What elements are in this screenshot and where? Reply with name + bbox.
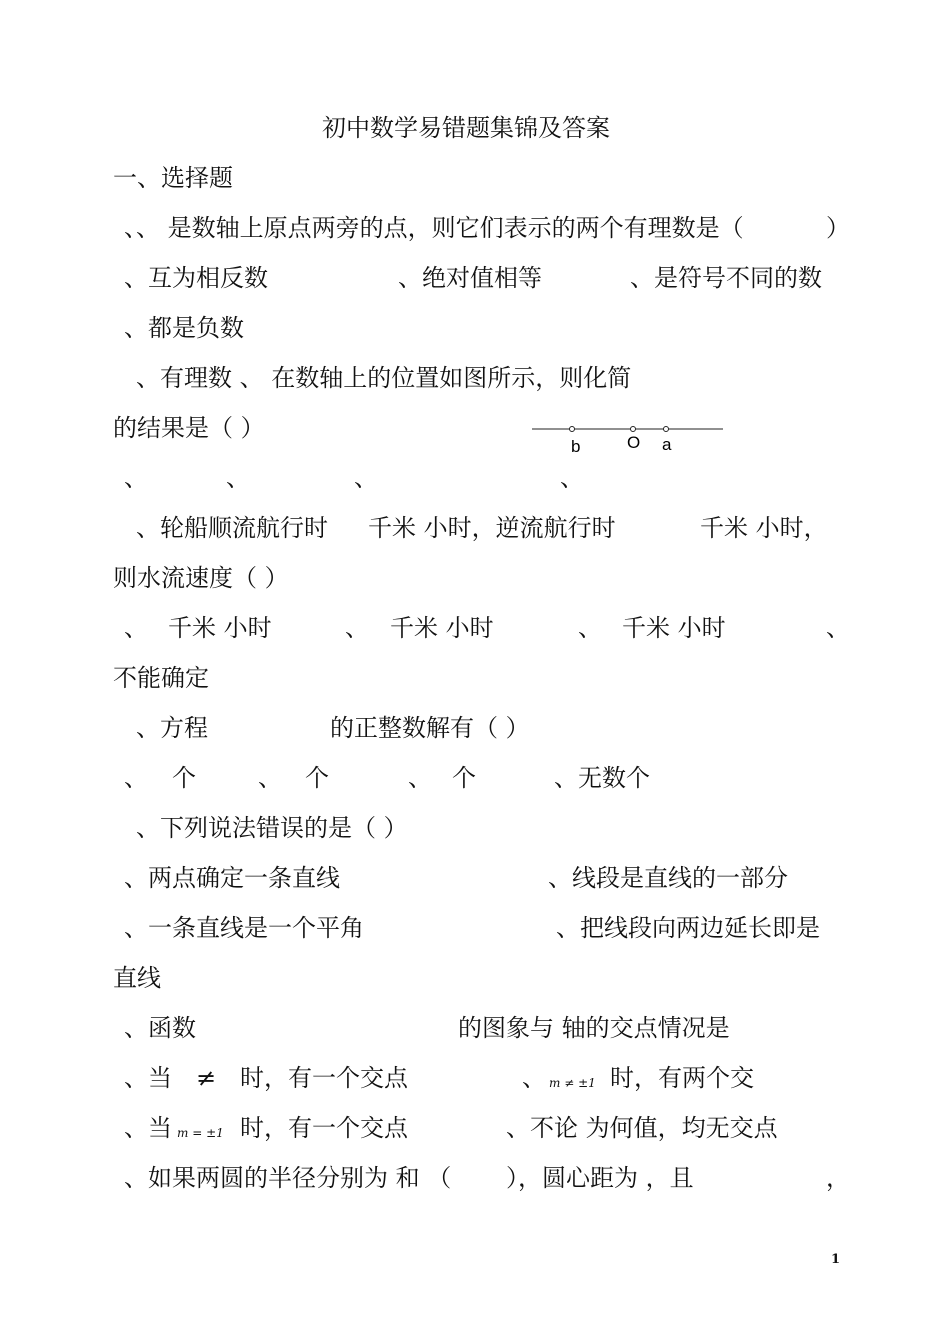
option-d-cont: 直线 xyxy=(113,964,161,992)
page-number: 1 xyxy=(831,1252,841,1267)
option-c-text: 个 xyxy=(452,764,476,792)
option-a: 、 xyxy=(124,464,148,492)
option-b: 、绝对值相等 xyxy=(398,264,542,292)
option-b: 、 xyxy=(258,764,282,792)
option-b-formula: m ≠ ±1 xyxy=(549,1076,596,1090)
number-line-label-b: b xyxy=(571,437,581,456)
option-d: 、 xyxy=(826,614,850,642)
option-a: 、互为相反数 xyxy=(124,264,268,292)
option-a-text: 个 xyxy=(172,764,196,792)
option-b-text: 个 xyxy=(305,764,329,792)
question-4-stem: 、方程 xyxy=(136,714,208,742)
question-3-stem-mid: 千米 小时，逆流航行时 xyxy=(368,514,616,542)
question-2-stem: 、有理数 、 在数轴上的位置如图所示，则化简 xyxy=(136,364,632,392)
option-d: 、不论 为何值，均无交点 xyxy=(506,1114,778,1142)
option-d-text: 不能确定 xyxy=(113,664,209,692)
option-d: 、无数个 xyxy=(554,764,650,792)
question-2-stem-cont: 的结果是（ ） xyxy=(113,414,265,442)
number-line-label-a: a xyxy=(662,435,672,454)
option-b-text: 千米 小时 xyxy=(390,614,494,642)
option-a-text: 千米 小时 xyxy=(168,614,272,642)
option-c-text: 时，有一个交点 xyxy=(240,1114,408,1142)
option-c: 、当 xyxy=(124,1114,172,1142)
option-d: 、把线段向两边延长即是 xyxy=(556,914,820,942)
option-c: 、是符号不同的数 xyxy=(630,264,822,292)
option-b: 、 xyxy=(226,464,250,492)
section-heading: 一、选择题 xyxy=(113,164,233,192)
option-a-neq: ≠ xyxy=(196,1064,217,1092)
option-a: 、 xyxy=(124,614,148,642)
question-7-stem-end: ， xyxy=(826,1164,850,1192)
question-7-stem-mid: ），圆心距为 ，且 xyxy=(506,1164,694,1192)
question-3-stem-end: 千米 小时， xyxy=(700,514,828,542)
question-1-paren: ） xyxy=(826,214,850,242)
option-c-text: 千米 小时 xyxy=(622,614,726,642)
question-5-stem: 、下列说法错误的是（ ） xyxy=(136,814,408,842)
option-b: 、线段是直线的一部分 xyxy=(548,864,788,892)
question-6-stem: 、函数 xyxy=(124,1014,196,1042)
option-a: 、 xyxy=(124,764,148,792)
option-a-text: 时，有一个交点 xyxy=(240,1064,408,1092)
option-c: 、 xyxy=(578,614,602,642)
option-a: 、当 xyxy=(124,1064,172,1092)
option-d: 、 xyxy=(560,464,584,492)
question-3-stem-cont: 则水流速度（ ） xyxy=(113,564,289,592)
question-7-stem: 、如果两圆的半径分别为 和 （ xyxy=(124,1164,452,1192)
question-4-stem-end: 的正整数解有（ ） xyxy=(330,714,530,742)
number-line-figure xyxy=(530,420,730,460)
question-3-stem: 、轮船顺流航行时 xyxy=(136,514,328,542)
option-b: 、 xyxy=(522,1064,546,1092)
option-c: 、一条直线是一个平角 xyxy=(124,914,364,942)
question-6-stem-end: 的图象与 轴的交点情况是 xyxy=(458,1014,730,1042)
number-line-label-o: O xyxy=(627,433,641,452)
option-b: 、 xyxy=(345,614,369,642)
option-a: 、两点确定一条直线 xyxy=(124,864,340,892)
option-b-text: 时，有两个交 xyxy=(610,1064,754,1092)
page-title: 初中数学易错题集锦及答案 xyxy=(322,114,610,142)
option-c: 、 xyxy=(408,764,432,792)
option-c-formula: m = ±1 xyxy=(177,1126,224,1140)
option-c: 、 xyxy=(354,464,378,492)
question-1-stem: 、、 是数轴上原点两旁的点，则它们表示的两个有理数是（ xyxy=(124,214,744,242)
option-d: 、都是负数 xyxy=(124,314,244,342)
